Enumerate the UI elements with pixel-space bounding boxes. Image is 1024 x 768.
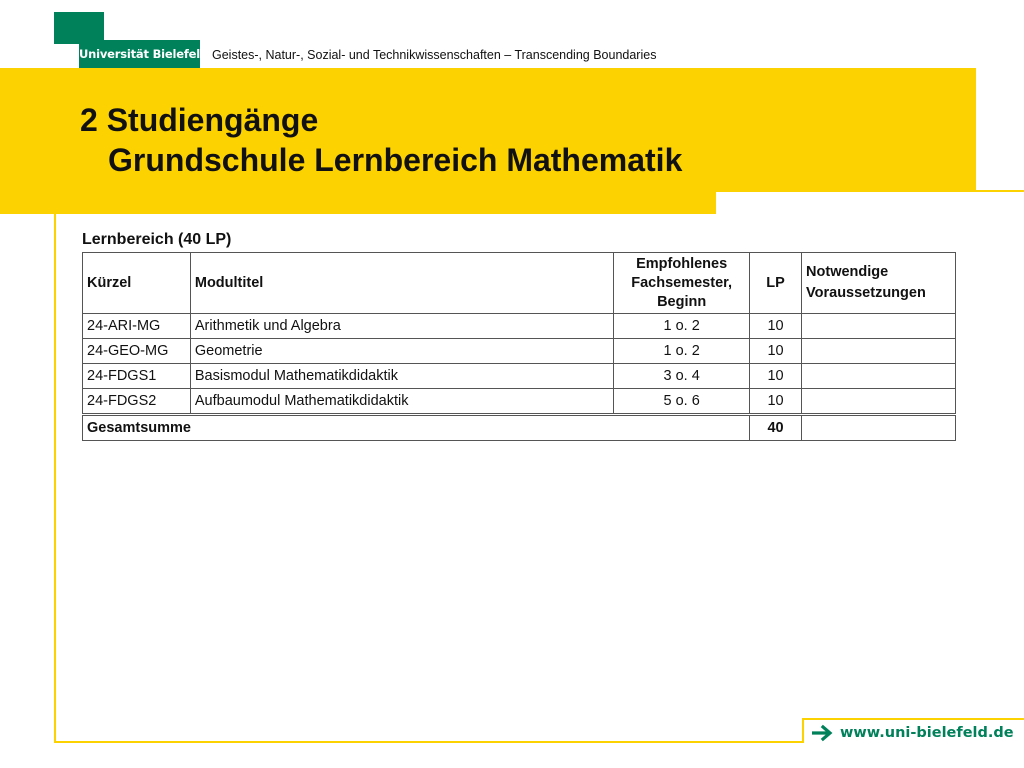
- logo-wordmark: Universität Bielefeld: [79, 40, 200, 68]
- footer-url[interactable]: www.uni-bielefeld.de: [840, 725, 1014, 741]
- university-logo: [54, 12, 209, 68]
- header-semester-line2: Fachsemester,: [631, 274, 733, 291]
- table-row: [83, 389, 956, 415]
- table-header-row: [83, 253, 956, 314]
- table-caption: Lernbereich (40 LP): [82, 231, 232, 248]
- arrow-right-icon: [812, 724, 834, 742]
- cell-titel: Aufbaumodul Mathematikdidaktik: [190, 389, 613, 415]
- cell-titel: Arithmetik und Algebra: [190, 314, 613, 339]
- content-frame-corner: [802, 718, 804, 743]
- header-lp: LP: [750, 253, 802, 314]
- slide-title-line2: Grundschule Lernbereich Mathematik: [108, 142, 683, 178]
- sum-empty-cell: [802, 415, 956, 441]
- footer-website-link[interactable]: [812, 724, 1014, 742]
- cell-voraussetzungen: [802, 389, 956, 415]
- cell-lp: 10: [750, 364, 802, 389]
- sum-lp: 40: [750, 415, 802, 441]
- header-voraussetzungen-line1: Notwendige: [806, 264, 889, 280]
- cell-lp: 10: [750, 339, 802, 364]
- slide-title-line1: 2 Studiengänge: [80, 102, 319, 138]
- cell-kuerzel: 24-ARI-MG: [83, 314, 191, 339]
- table-row: [83, 314, 956, 339]
- cell-voraussetzungen: [802, 314, 956, 339]
- content-frame-left: [54, 190, 56, 742]
- header-semester-line3: Beginn: [657, 293, 707, 310]
- cell-lp: 10: [750, 314, 802, 339]
- header-voraussetzungen: [802, 253, 956, 314]
- footer-rule: [802, 718, 1024, 720]
- cell-kuerzel: 24-FDGS2: [83, 389, 191, 415]
- table-row: [83, 339, 956, 364]
- cell-voraussetzungen: [802, 339, 956, 364]
- header-semester-line1: Empfohlenes: [636, 255, 728, 272]
- module-table: [82, 252, 956, 441]
- slide-title: [80, 100, 682, 180]
- cell-semester: 1 o. 2: [614, 314, 750, 339]
- cell-kuerzel: 24-FDGS1: [83, 364, 191, 389]
- cell-semester: 5 o. 6: [614, 389, 750, 415]
- header-tagline: Geistes-, Natur-, Sozial- und Technikwissenschaften – Transcending Boundaries: [212, 48, 657, 62]
- header-kuerzel: Kürzel: [83, 253, 191, 314]
- cell-voraussetzungen: [802, 364, 956, 389]
- cell-kuerzel: 24-GEO-MG: [83, 339, 191, 364]
- content-frame-bottom: [54, 741, 804, 743]
- table-sum-row: [83, 415, 956, 441]
- table-row: [83, 364, 956, 389]
- header-voraussetzungen-line2: Voraussetzungen: [806, 285, 926, 301]
- header-modultitel: Modultitel: [190, 253, 613, 314]
- title-band-lower: [0, 190, 716, 214]
- cell-lp: 10: [750, 389, 802, 415]
- header-semester: [614, 253, 750, 314]
- cell-titel: Basismodul Mathematikdidaktik: [190, 364, 613, 389]
- cell-semester: 1 o. 2: [614, 339, 750, 364]
- title-band-rule: [716, 190, 1024, 192]
- cell-titel: Geometrie: [190, 339, 613, 364]
- sum-label: Gesamtsumme: [83, 415, 750, 441]
- cell-semester: 3 o. 4: [614, 364, 750, 389]
